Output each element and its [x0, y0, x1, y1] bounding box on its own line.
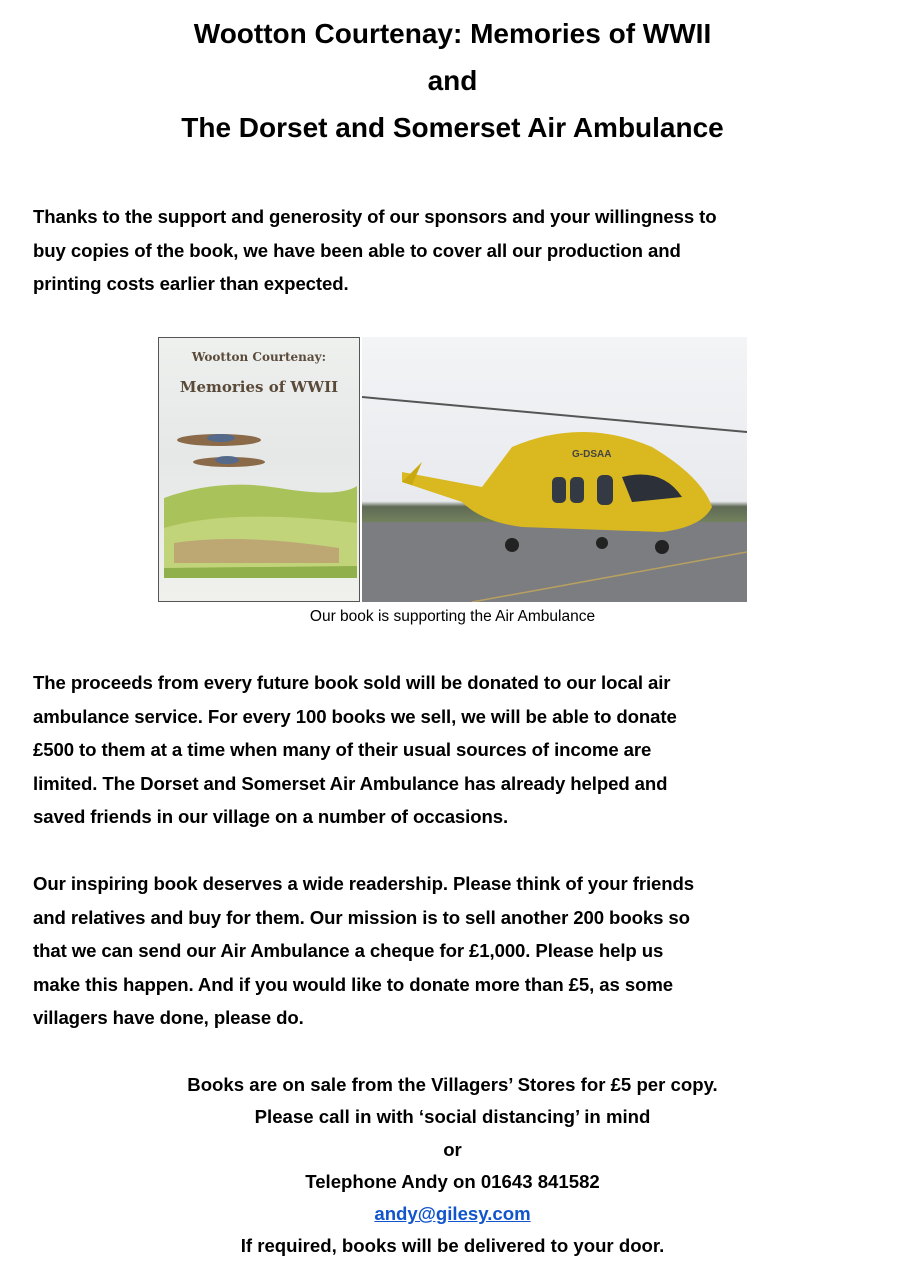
title-line: The Dorset and Somerset Air Ambulance: [181, 112, 724, 143]
text-line: that we can send our Air Ambulance a cheque for £1,000. Please help us: [33, 940, 664, 961]
text-line: limited. The Dorset and Somerset Air Ambulance has already helped and: [33, 772, 668, 794]
sale-info: Books are on sale from the Villagers’ Stores for £5 per copy.: [187, 1074, 718, 1095]
helicopter-illustration: [362, 337, 747, 602]
mission-paragraph: [33, 867, 694, 1035]
text-line: buy copies of the book, we have been able to cover all our production and: [33, 239, 681, 261]
helicopter-registration: G-DSAA: [572, 449, 612, 460]
text-line: villagers have done, please do.: [33, 1007, 304, 1028]
image-caption: Our book is supporting the Air Ambulance: [309, 608, 596, 625]
text-line: make this happen. And if you would like to donate more than £5, as some: [33, 973, 674, 995]
text-line: Our inspiring book deserves a wide readership. Please think of your friends: [33, 873, 695, 894]
air-ambulance-helicopter-photo: [362, 337, 747, 602]
page-title: [0, 10, 905, 151]
text-line: The proceeds from every future book sold will be donated to our local air: [33, 672, 671, 693]
email-link[interactable]: andy@gilesy.com: [374, 1203, 531, 1225]
text-line: printing costs earlier than expected.: [33, 273, 349, 294]
title-line: Wootton Courtenay: Memories of WWII: [193, 18, 712, 49]
cover-illustration: [159, 338, 359, 601]
proceeds-paragraph: [33, 666, 677, 834]
book-cover-image: [158, 337, 360, 602]
text-line: ambulance service. For every 100 books we sell, we will be able to donate: [33, 705, 677, 727]
text-line: saved friends in our village on a number of occasions.: [33, 806, 509, 827]
distancing-note: Please call in with ‘social distancing’ in mind: [254, 1106, 651, 1128]
text-line: and relatives and buy for them. Our mission is to sell another 200 books so: [33, 906, 690, 928]
telephone-info: Telephone Andy on 01643 841582: [305, 1170, 600, 1192]
text-line: Thanks to the support and generosity of our sponsors and your willingness to: [33, 206, 717, 227]
intro-paragraph: [33, 200, 717, 301]
or-text: or: [443, 1138, 462, 1160]
delivery-note: If required, books will be delivered to your door.: [240, 1235, 665, 1257]
text-line: £500 to them at a time when many of their usual sources of income are: [33, 739, 652, 760]
cover-subtitle: Memories of WWII: [179, 378, 339, 396]
title-line: and: [427, 65, 478, 96]
contact-block: [0, 1069, 905, 1263]
cover-title: Wootton Courtenay:: [191, 350, 327, 364]
